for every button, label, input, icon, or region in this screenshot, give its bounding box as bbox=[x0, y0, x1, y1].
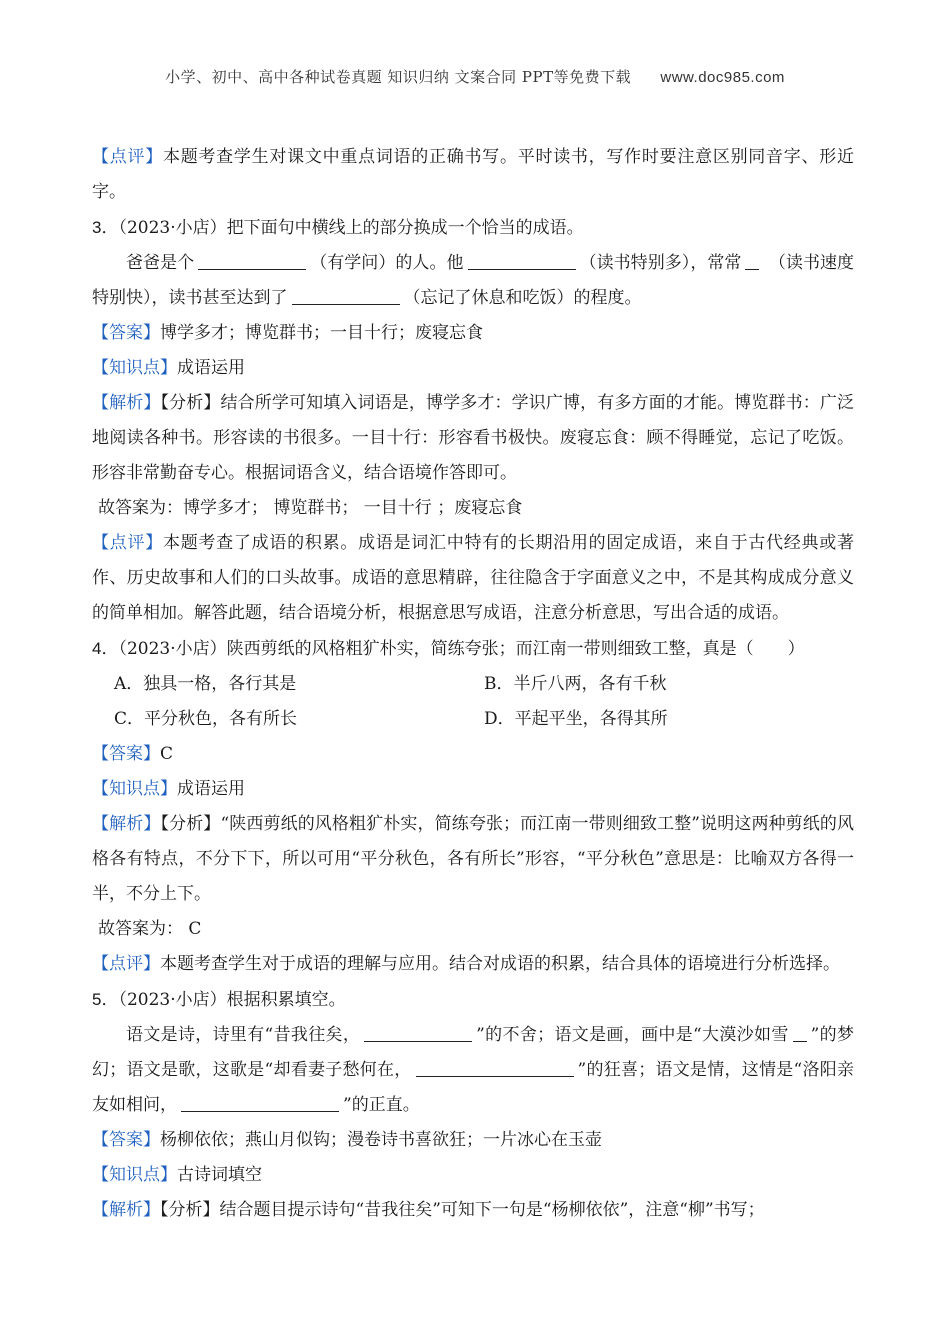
q4-analysis: 【解析】【分析】“陕西剪纸的风格粗犷朴实，简练夸张；而江南一带则细致工整”说明这两种剪纸的风格各有特点，不分下下，所以可用“平分秋色，各有所长”形容，“平分秋色”意思是：比喻双方各得一半，不分上下。 bbox=[92, 814, 855, 904]
q3-knowledge: 【知识点】成语运用 bbox=[92, 358, 245, 378]
q5-title: 5．（2023·小店）根据积累填空。 bbox=[92, 990, 346, 1010]
q5-knowledge: 【知识点】古诗词填空 bbox=[92, 1165, 262, 1185]
q4-review: 【点评】本题考查学生对于成语的理解与应用。结合对成语的积累，结合具体的语境进行分析选择。 bbox=[92, 954, 840, 974]
q3-blank-1[interactable] bbox=[198, 251, 306, 270]
q5-blank-2[interactable] bbox=[793, 1023, 807, 1042]
prev-review: 【点评】本题考查学生对课文中重点词语的正确书写。平时读书，写作时要注意区别同音字、形近字。 bbox=[92, 147, 854, 202]
q4-answer: 【答案】C bbox=[92, 744, 174, 764]
main-content bbox=[92, 140, 854, 1228]
q4-option-a[interactable]: A．独具一格，各行其是 bbox=[114, 674, 297, 694]
q3-sentence: 爸爸是个 （有学问）的人。他 （读书特别多），常常 （读书速度特别快），读书甚至达到了 （忘记了休息和吃饭）的程度。 bbox=[92, 253, 855, 308]
q4-option-d[interactable]: D．平起平坐，各得其所 bbox=[484, 709, 668, 729]
q4-option-c[interactable]: C．平分秋色，各有所长 bbox=[114, 709, 298, 729]
page-header bbox=[0, 66, 950, 87]
q5-blank-3[interactable] bbox=[416, 1058, 574, 1077]
q5-answer: 【答案】杨柳依依；燕山月似钩；漫卷诗书喜欲狂；一片冰心在玉壶 bbox=[92, 1130, 602, 1150]
q3-blank-4[interactable] bbox=[292, 286, 400, 305]
q5-sentence: 语文是诗，诗里有“昔我往矣， ”的不舍；语文是画，画中是“大漠沙如雪 ”的梦幻；语文是歌，这歌是“却看妻子愁何在， ”的狂喜；语文是情，这情是“洛阳亲友如相问， ”的正直。 bbox=[92, 1025, 854, 1115]
q3-blank-3[interactable] bbox=[745, 251, 759, 270]
q3-final: 故答案为：博学多才； 博览群书； 一目十行 ；废寝忘食 bbox=[98, 498, 523, 518]
q4-knowledge: 【知识点】成语运用 bbox=[92, 779, 245, 799]
q4-final: 故答案为： C bbox=[98, 919, 202, 939]
review-label: 【点评】 bbox=[92, 147, 163, 167]
q3-title: 3．（2023·小店）把下面句中横线上的部分换成一个恰当的成语。 bbox=[92, 218, 584, 238]
q5-blank-4[interactable] bbox=[181, 1093, 339, 1112]
q3-answer: 【答案】博学多才；博览群书；一目十行；废寝忘食 bbox=[92, 323, 483, 343]
q3-blank-2[interactable] bbox=[468, 251, 576, 270]
q5-analysis: 【解析】【分析】结合题目提示诗句“昔我往矣”可知下一句是“杨柳依依”，注意“柳”书写； bbox=[92, 1200, 765, 1220]
header-text: 小学、初中、高中各种试卷真题 知识归纳 文案合同 PPT等免费下载 bbox=[165, 68, 632, 86]
header-url[interactable]: www.doc985.com bbox=[660, 69, 785, 86]
q4-options bbox=[92, 667, 854, 737]
q3-review: 【点评】本题考查了成语的积累。成语是词汇中特有的长期沿用的固定成语，来自于古代经典或著作、历史故事和人们的口头故事。成语的意思精辟，往往隐含于字面意义之中，不是其构成成分意义的简单相加。解答此题，结合语境分析，根据意思写成语，注意分析意思，写出合适的成语。 bbox=[92, 533, 854, 623]
q5-blank-1[interactable] bbox=[364, 1023, 472, 1042]
q3-analysis: 【解析】【分析】结合所学可知填入词语是，博学多才：学识广博，有多方面的才能。博览群书：广泛地阅读各种书。形容读的书很多。一目十行：形容看书极快。废寝忘食：顾不得睡觉，忘记了吃饭。形容非常勤奋专心。根据词语含义，结合语境作答即可。 bbox=[92, 393, 854, 483]
q4-title: 4．（2023·小店）陕西剪纸的风格粗犷朴实，简练夸张；而江南一带则细致工整，真是（ ） bbox=[92, 639, 805, 659]
q4-option-b[interactable]: B．半斤八两，各有千秋 bbox=[484, 674, 667, 694]
